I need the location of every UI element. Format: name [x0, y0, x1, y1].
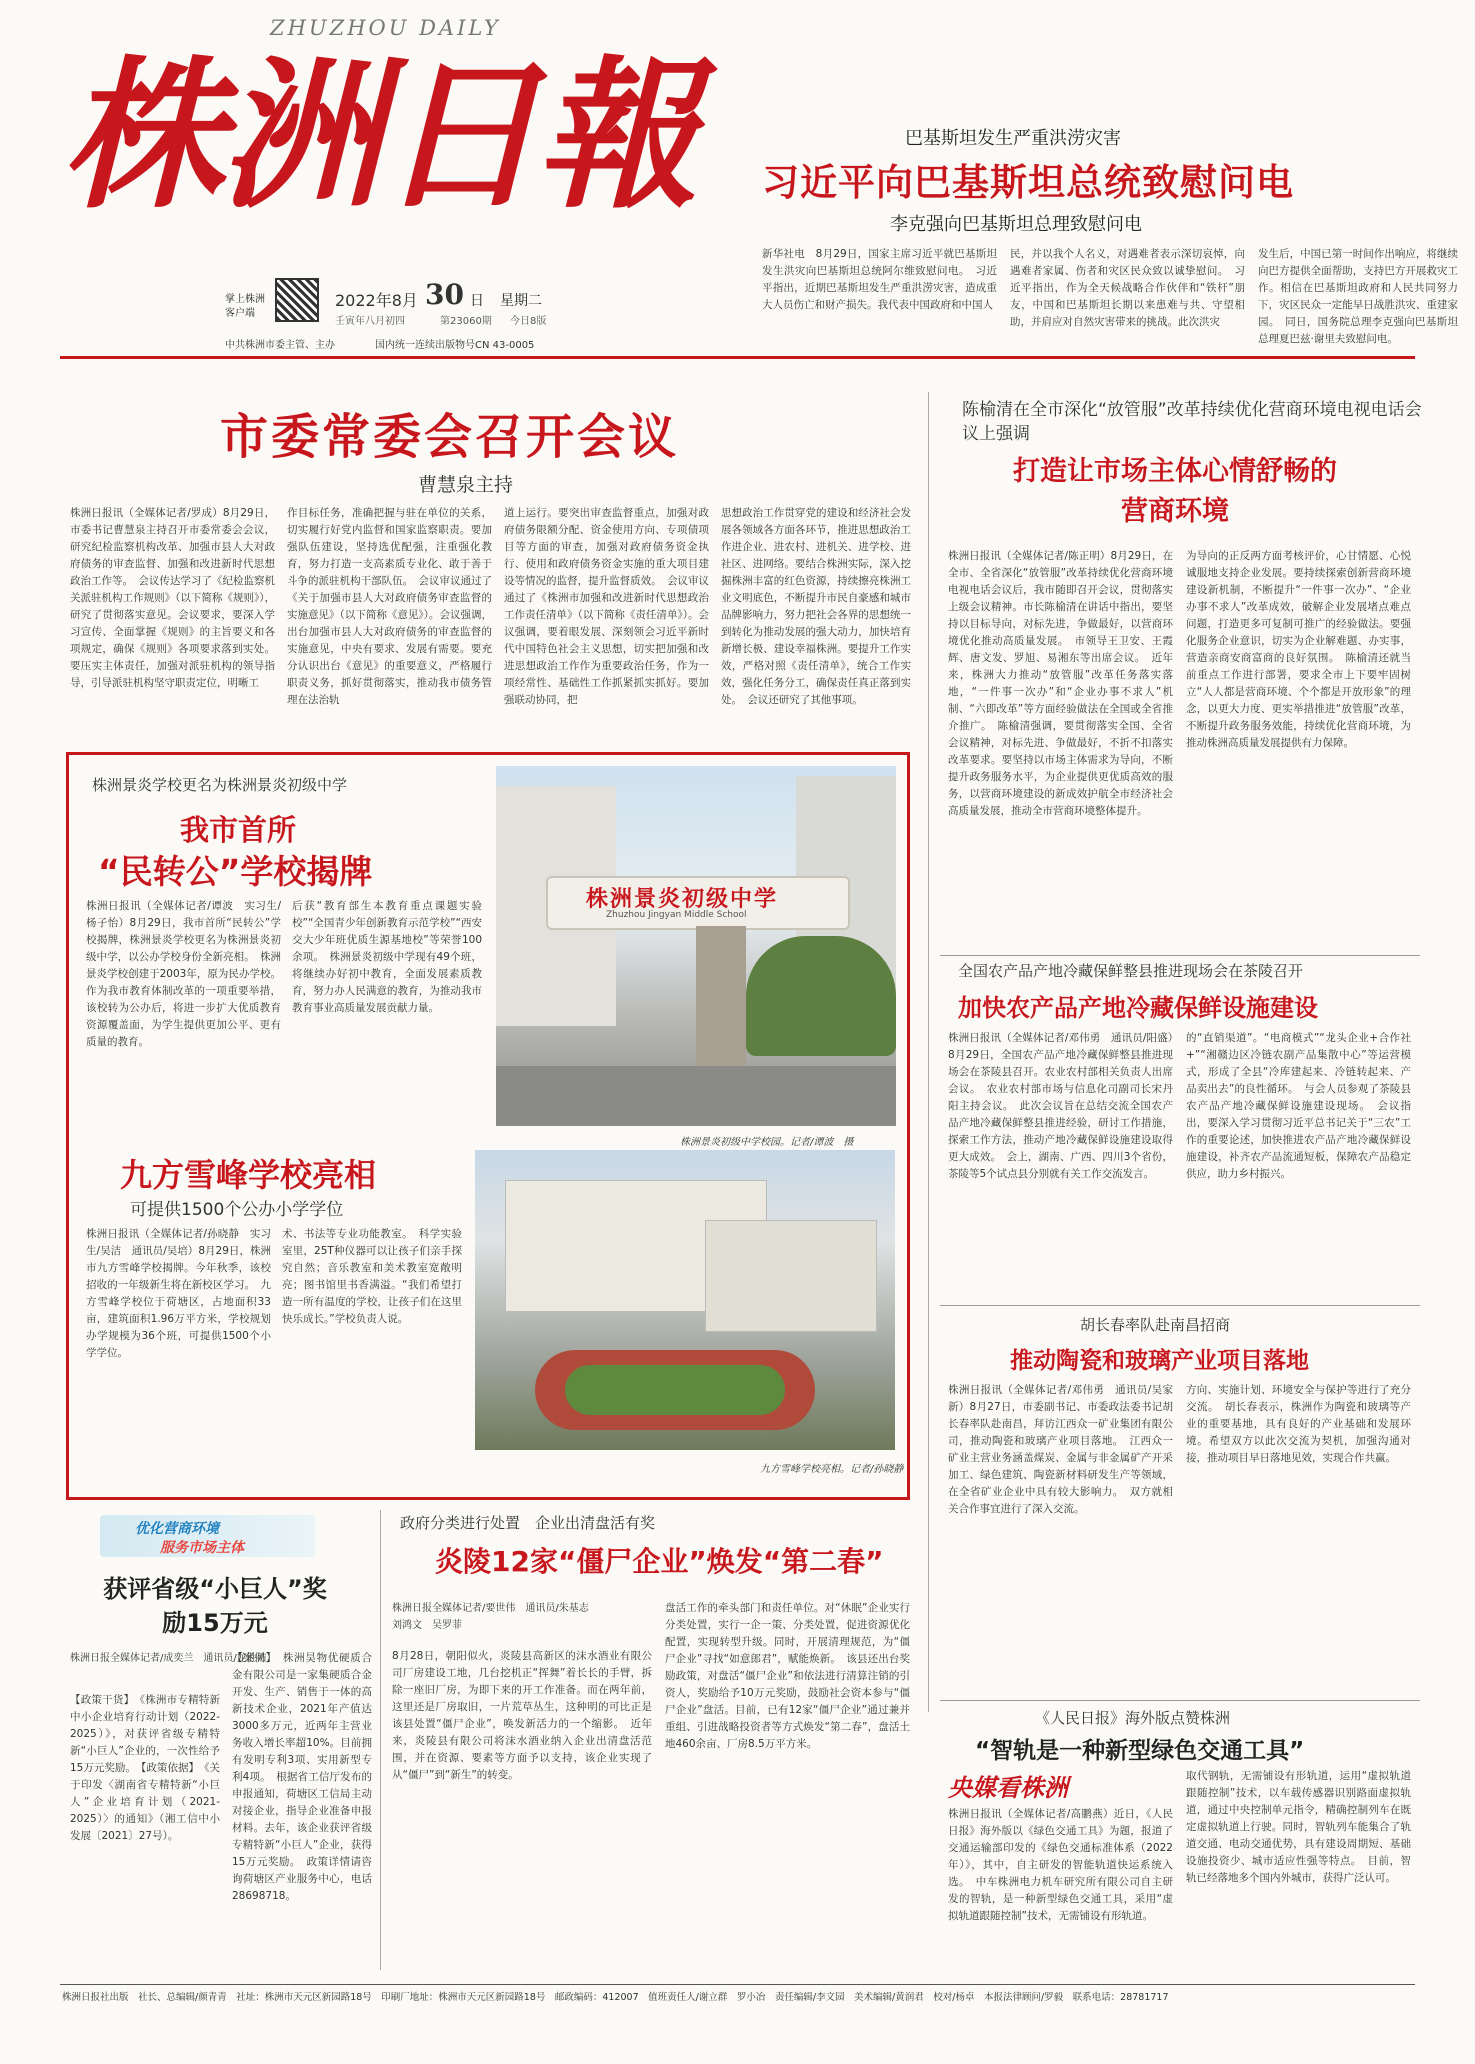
cold-chain-rule [940, 955, 1420, 956]
cn-number: 国内统一连续出版物号CN 43-0005 [375, 340, 535, 351]
school-road [496, 1066, 896, 1126]
issue-date: 2022年8月 [335, 291, 418, 310]
xiaojuren-column-1: 【政策干货】 《株洲市专精特新中小企业培育行动计划（2022-2025）》，对获评省级专精特新“小巨人”企业的，一次性给予15万元奖励。 【政策依据】 《关于印发〈湖南省专精特新“小巨人”企业培育计划（2021-2025）〉的通知》（湘工信中小发展〔2021〕27号）。 [70, 1694, 220, 1842]
lead-headline[interactable]: 习近平向巴基斯坦总统致慰问电 [762, 161, 1294, 204]
yanling-headline[interactable]: 炎陵12家“僵尸企业”焕发“第二春” [435, 1545, 884, 1578]
jiufang-column-1: 株洲日报讯（全媒体记者/孙晓静 实习生/吴洁 通讯员/吴培）8月29日，株洲市九方雪峰学校揭牌。今年秋季，该校招收的一年级新生将在新校区学习。 九方雪峰学校位于荷塘区，占地面积33亩，建筑面积1.96万平方米，学校规划办学规模为36个班，可提供1500个小学学位。 [86, 1228, 271, 1359]
column-divider-2 [380, 1510, 381, 1970]
footer-rule [60, 1984, 1415, 1985]
yanling-byline: 株洲日报全媒体记者/要世伟 通讯员/朱基志 刘鸿文 吴罗菲 [392, 1603, 599, 1631]
school-gate-sign-en: Zhuzhou Jingyan Middle School [606, 910, 747, 920]
school-photo-caption: 株洲景炎初级中学校园。记者/谭波 摄 [680, 1137, 854, 1148]
yanling-column-2: 盘活工作的牵头部门和责任单位。对“休眠”企业实行分类处置，实行一企一策、分类处置，促进资源优化配置，实现转型升级。同时，开展清理规范，为“僵尸企业”寻找“如意郎君”，赋能焕新。 该县还出台奖励政策，对盘活“僵尸企业”和依法进行清算注销的引资人，奖励给予10万元奖励，鼓励社会资本参与“僵尸企业”盘活。目前，已有12家“僵尸企业”通过兼并重组、引进战略投资者等方式焕发“第二春”，盘活土地460余亩、厂房8.5万平方米。 [665, 1602, 910, 1750]
jiufang-field [565, 1365, 785, 1415]
english-masthead: ZHUZHOU DAILY [270, 16, 501, 40]
meeting-subhead: 曹慧泉主持 [418, 474, 514, 496]
meeting-column-4: 思想政治工作贯穿党的建设和经济社会发展各领域各方面各环节，推进思想政治工作进企业、进农村、进机关、进学校、进社区、进网络。要结合株洲实际，深入挖掘株洲丰富的红色资源，持续擦亮株洲工业文明底色，不断提升市民自豪感和城市品牌影响力，努力把社会各界的思想统一到转化为推动发展的强大动力，加快培育新增长极、建设幸福株洲。要提升工作实效，严格对照《责任清单》，统合工作实效，强化任务分工，确保责任真正落到实处。 会议还研究了其他事项。 [721, 507, 911, 706]
rail-rule [940, 1700, 1420, 1701]
xiaojuren-headline[interactable]: 获评省级“小巨人”奖励15万元 [103, 1575, 327, 1637]
policy-banner-line-1: 优化营商环境 [135, 1521, 219, 1537]
cold-chain-column-1: 株洲日报讯（全媒体记者/邓伟勇 通讯员/阳盛）8月29日，全国农产品产地冷藏保鲜整县推进现场会在茶陵县召开。农业农村部相关负责人出席会议。 农业农村部市场与信息化司副司长宋丹阳主持会议。 此次会议旨在总结交流全国农产品产地冷藏保鲜整县推进经验，研讨工作措施，探索工作方法，推动产地冷藏保鲜设施建设取得更大成效。 会上，湖南、广西、四川3个省份，茶陵等5个试点县分别就有关工作交流发言。 [948, 1032, 1173, 1180]
issue-weekday: 星期二 [500, 293, 542, 309]
qr-sublabel: 客户端 [225, 308, 255, 319]
jiufang-photo-caption: 九方雪峰学校亮相。记者/孙晓静 [760, 1464, 904, 1475]
lead-subhead: 李克强向巴基斯坦总理致慰问电 [890, 214, 1142, 235]
lead-column-3: 发生后，中国已第一时间作出响应，将继续向巴方提供全面帮助，支持巴方开展救灾工作。相信在巴基斯坦政府和人民共同努力下，灾区民众一定能早日战胜洪灾、重建家园。 同日，国务院总理李克强向巴基斯坦总理夏巴兹·谢里夫致慰问电。 [1258, 248, 1458, 345]
jiufang-headline[interactable]: 九方雪峰学校亮相 [120, 1156, 377, 1194]
school-headline-line-1[interactable]: 我市首所 [180, 813, 297, 847]
rail-column-1: 株洲日报讯（全媒体记者/高鹏燕）近日，《人民日报》海外版以《绿色交通工具》为题，报道了交通运输部印发的《绿色交通标准体系（2022年）》，其中，自主研发的智能轨道快运系统入选。 中车株洲电力机车研究所有限公司自主研发的智轨，是一种新型绿色交通工具，采用“虚拟轨道跟随控制”技术，无需铺设有形轨道。 [948, 1808, 1173, 1922]
issue-day-suffix: 日 [470, 293, 484, 309]
qr-code-icon[interactable] [275, 278, 319, 322]
policy-banner-line-2: 服务市场主体 [160, 1540, 244, 1556]
ceramic-headline[interactable]: 推动陶瓷和玻璃产业项目落地 [1010, 1348, 1309, 1374]
issue-pages: 今日8版 [510, 316, 547, 327]
business-column-1: 株洲日报讯（全媒体记者/陈正明）8月29日，在全市、全省深化“放管服”改革持续优化营商环境电视电话会议后，我市随即召开会议，贯彻落实上级会议精神。市长陈榆清在讲话中指出，要坚持以目标导向，对标先进，争做最好，以营商环境优化推动高质量发展。 市领导王卫安、王霞辉、唐文发、罗旭、易湘东等出席会议。 近年来，株洲大力推动“放管服”改革任务落实落地，“一件事一次办”和“企业办事不求人”机制、“六即改革”等方面经验做法在全国或全省推介推广。 陈榆清强调，要贯彻落实全国、全省会议精神，对标先进、争做最好，不折不扣落实改革要求。要坚持以市场主体需求为导向，不断提升政务服务水平，为企业提供更优质高效的服务，以营商环境建设的新成效护航全市经济社会高质量发展，推动全市营商环境整体提升。 [948, 550, 1173, 817]
meeting-headline[interactable]: 市委常委会召开会议 [220, 409, 680, 465]
cold-chain-column-2: 的“直销渠道”。“电商模式”“龙头企业+合作社+”“湘赣边区冷链农副产品集散中心”等运营模式，形成了全县“冷库建起来、冷链转起来、产品卖出去”的良性循环。 与会人员参观了茶陵县农产品产地冷藏保鲜设施建设现场。 会议指出，要深入学习贯彻习近平总书记关于“三农”工作的重要论述，加快推进农产品产地冷藏保鲜设施建设，补齐农产品流通短板，保障农产品稳定供应，助力乡村振兴。 [1186, 1032, 1411, 1180]
school-headline-line-2[interactable]: “民转公”学校揭牌 [98, 852, 373, 891]
lead-column-2: 民，并以我个人名义，对遇难者表示深切哀悼，向遇难者家属、伤者和灾区民众致以诚挚慰问。 习近平指出，作为全天候战略合作伙伴和“铁杆”朋友，中国和巴基斯坦长期以来患难与共、守望相助，并肩应对自然灾害带来的挑战。此次洪灾 [1010, 248, 1245, 328]
ceramic-column-1: 株洲日报讯（全媒体记者/邓伟勇 通讯员/吴家新）8月27日，市委副书记、市委政法委书记胡长春率队赴南昌，拜访江西众一矿业集团有限公司，推动陶瓷和玻璃产业项目落地。 江西众一矿业主营业务涵盖煤炭、金属与非金属矿产开采加工、绿色建筑、陶瓷新材料研发生产等领域，在全省矿业企业中具有较大影响力。 双方就相关合作事宜进行了深入交流。 [948, 1384, 1173, 1515]
ceramic-rule [940, 1305, 1420, 1306]
school-kicker: 株洲景炎学校更名为株洲景炎初级中学 [92, 776, 348, 794]
school-gate-photo[interactable] [496, 766, 896, 1126]
jiufang-building-wing [705, 1220, 877, 1332]
masthead-divider [60, 356, 1415, 359]
xiaojuren-byline: 株洲日报全媒体记者/成奕兰 通讯员/龙胜洁 [70, 1653, 267, 1664]
footer-info: 株洲日报社出版 社长、总编辑/颜青青 社址：株洲市天元区新园路18号 印刷厂地址：株洲市天元区新园路18号 邮政编码：412007 值班责任人/谢立群 罗小冶 责任编辑/李文园 美术编辑/黄润君 校对/杨卓 本报法律顾问/罗毅 联系电话：28781717 [62, 1992, 1169, 2003]
lead-column-1: 新华社电 8月29日，国家主席习近平就巴基斯坦发生洪灾向巴基斯坦总统阿尔维致慰问电。 习近平指出，近期巴基斯坦发生严重洪涝灾害，造成重大人员伤亡和财产损失。我代表中国政府和中国人 [762, 248, 997, 311]
meeting-column-1: 株洲日报讯（全媒体记者/罗成）8月29日，市委书记曹慧泉主持召开市委常委会会议，研究纪检监察机构改革、加强市县人大对政府债务的审查监督、加强和改进新时代思想政治工作等。 会议传达学习了《纪检监察机关派驻机构工作规则》（以下简称《规则》），研究了贯彻落实意见。会议要求，要深入学习宣传、全面掌握《规则》的主旨要义和各项规定，确保《规则》各项要求落到实处。要压实主体责任，加强对派驻机构的领导指导，引导派驻机构坚守职责定位，明晰工 [70, 507, 275, 689]
school-trees [746, 936, 896, 1056]
yanling-kicker: 政府分类进行处置 企业出清盘活有奖 [400, 1514, 656, 1532]
ceramic-kicker: 胡长春率队赴南昌招商 [1080, 1316, 1231, 1334]
jiufang-campus-photo[interactable] [475, 1150, 895, 1450]
school-column-1: 株洲日报讯（全媒体记者/谭波 实习生/杨子怡）8月29日，我市首所“民转公”学校揭牌，株洲景炎学校更名为株洲景炎初级中学，以公办学校身份全新亮相。 株洲景炎学校创建于2003年，原为民办学校。作为我市教育体制改革的一项重要举措，该校转为公办后，将进一步扩大优质教育资源覆盖面，为学生提供更加公平、更有质量的教育。 [86, 900, 281, 1048]
rail-column-2: 取代钢轨，无需铺设有形轨道，运用“虚拟轨道跟随控制”技术，以车载传感器识别路面虚拟轨道，通过中央控制单元指令，精确控制列车在既定虚拟轨道上行驶。同时，智轨列车能集合了轨道交通、电动交通优势，具有建设周期短、基础设施投资少、城市适应性强等特点。 目前，智轨已经落地多个国内外城市，获得广泛认可。 [1186, 1770, 1411, 1884]
school-column-2: 后获“教育部生本教育重点课题实验校”“全国青少年创新教育示范学校”“西安交大少年班优质生源基地校”等荣誉100余项。 株洲景炎初级中学现有49个班，将继续办好初中教育，全面发展素质教育，努力办人民满意的教育，为推动我市教育事业高质量发展贡献力量。 [292, 900, 482, 1014]
xiaojuren-column-2: 【案例】 株洲昊物优硬质合金有限公司是一家集硬质合金开发、生产、销售于一体的高新技术企业，2021年产值达3000多万元，近两年主营业务收入增长率超10%。目前拥有发明专利3项、实用新型专利4项。 根据省工信厅发布的申报通知，荷塘区工信局主动对接企业，指导企业准备申报材料。去年，该企业获评省级专精特新“小巨人”企业，获得15万元奖励。 政策详情请咨询荷塘区产业服务中心，电话28698718。 [232, 1652, 372, 1902]
jiufang-column-2: 术、书法等专业功能教室。 科学实验室里，25T种仪器可以让孩子们亲手探究自然；音乐教室和美术教室宽敞明亮；图书馆里书香满溢。“我们希望打造一所有温度的学校，让孩子们在这里快乐成长。”学校负责人说。 [282, 1228, 462, 1325]
meeting-column-2: 作目标任务，准确把握与驻在单位的关系，切实履行好党内监督和国家监察职责。要加强队伍建设，坚持选优配强，注重强化教育，努力打造一支高素质专业化、敢于善于斗争的派驻机构干部队伍。 会议审议通过了《关于加强市县人大对政府债务审查监督的实施意见》（以下简称《意见》）。会议强调，出台加强市县人大对政府债务的审查监督的实施意见，中央有要求、发展有需要。要充分认识出台《意见》的重要意义，严格履行职责义务，抓好贯彻落实，推动我市债务管理在法治轨 [287, 507, 492, 706]
school-gate-sign: 株洲景炎初级中学 [586, 886, 779, 912]
issue-lunar: 壬寅年八月初四 [335, 316, 405, 327]
business-column-2: 为导向的正反两方面考核评价，心甘情愿、心悦诚服地支持企业发展。要持续探索创新营商环境建设新机制，不断提升“一件事一次办”、“企业办事不求人”改革成效，破解企业发展堵点难点问题，打造更多可复制可推广的经验做法。要强化服务企业意识，切实为企业解难题、办实事，营造亲商安商富商的良好氛围。 陈榆清还就当前重点工作进行部署，要求全市上下要牢固树立“人人都是营商环境、个个都是开放形象”的理念，以更大力度、更实举措推进“放管服”改革，不断提升政务服务效能，持续优化营商环境，为推动株洲高质量发展提供有力保障。 [1186, 550, 1411, 749]
media-logo: 央媒看株洲 [948, 1774, 1068, 1802]
issue-day: 30 [425, 278, 464, 311]
business-kicker: 陈榆清在全市深化“放管服”改革持续优化营商环境电视电话会议上强调 [962, 400, 1422, 444]
jiufang-subhead: 可提供1500个公办小学学位 [130, 1200, 344, 1220]
policy-banner [100, 1515, 315, 1557]
sponsor: 中共株洲市委主管、主办 [225, 340, 335, 351]
cold-chain-headline[interactable]: 加快农产品产地冷藏保鲜设施建设 [958, 994, 1318, 1022]
rail-headline[interactable]: “智轨是一种新型绿色交通工具” [975, 1738, 1305, 1764]
cold-chain-kicker: 全国农产品产地冷藏保鲜整县推进现场会在茶陵召开 [958, 962, 1304, 980]
ceramic-column-2: 方向、实施计划、环境安全与保护等进行了充分交流。 胡长春表示，株洲作为陶瓷和玻璃等产业的重要基地，具有良好的产业基础和发展环境。希望双方以此次交流为契机，加强沟通对接，推动项目早日落地见效，实现合作共赢。 [1186, 1384, 1411, 1464]
column-divider [928, 392, 929, 1712]
rail-kicker: 《人民日报》海外版点赞株洲 [1035, 1709, 1231, 1727]
newspaper-title: 株洲日報 [62, 41, 694, 231]
business-headline[interactable]: 打造让市场主体心情舒畅的营商环境 [1013, 456, 1337, 527]
yanling-column-1: 8月28日，朝阳似火，炎陵县高新区的沫水酒业有限公司厂房建设工地，几台挖机正“挥舞”着长长的手臂，拆除一座旧厂房，为即下来的开工作准备。而在两年前，这里还是厂房取旧，一片荒草丛生，这种明的可比正是该县处置“僵尸企业”，唤发新活力的一个缩影。 近年来，炎陵县有限公司将沫水酒业纳入企业出清盘活范围，并在资源、要素等方面予以支持，该企业实现了从“僵尸”到“新生”的转变。 [392, 1650, 652, 1781]
qr-label: 掌上株洲 [225, 294, 265, 305]
issue-number: 第23060期 [440, 316, 492, 327]
lead-kicker: 巴基斯坦发生严重洪涝灾害 [905, 128, 1121, 149]
meeting-column-3: 道上运行。要突出审查监督重点，加强对政府债务限额分配、资金使用方向、专项债项目等方面的审查，加强对政府债务资金执行、使用和政府债务资金实施的重大项目建设等情况的监督，提升监督质效。 会议审议通过了《株洲市加强和改进新时代思想政治工作责任清单》（以下简称《责任清单》）。会议强调，要着眼发展、深刻领会习近平新时代中国特色社会主义思想，切实把加强和改进思想政治工作作为重要政治任务，作为一项经常性、基础性工作抓紧抓实抓好。要加强联动协同，把 [504, 507, 709, 706]
